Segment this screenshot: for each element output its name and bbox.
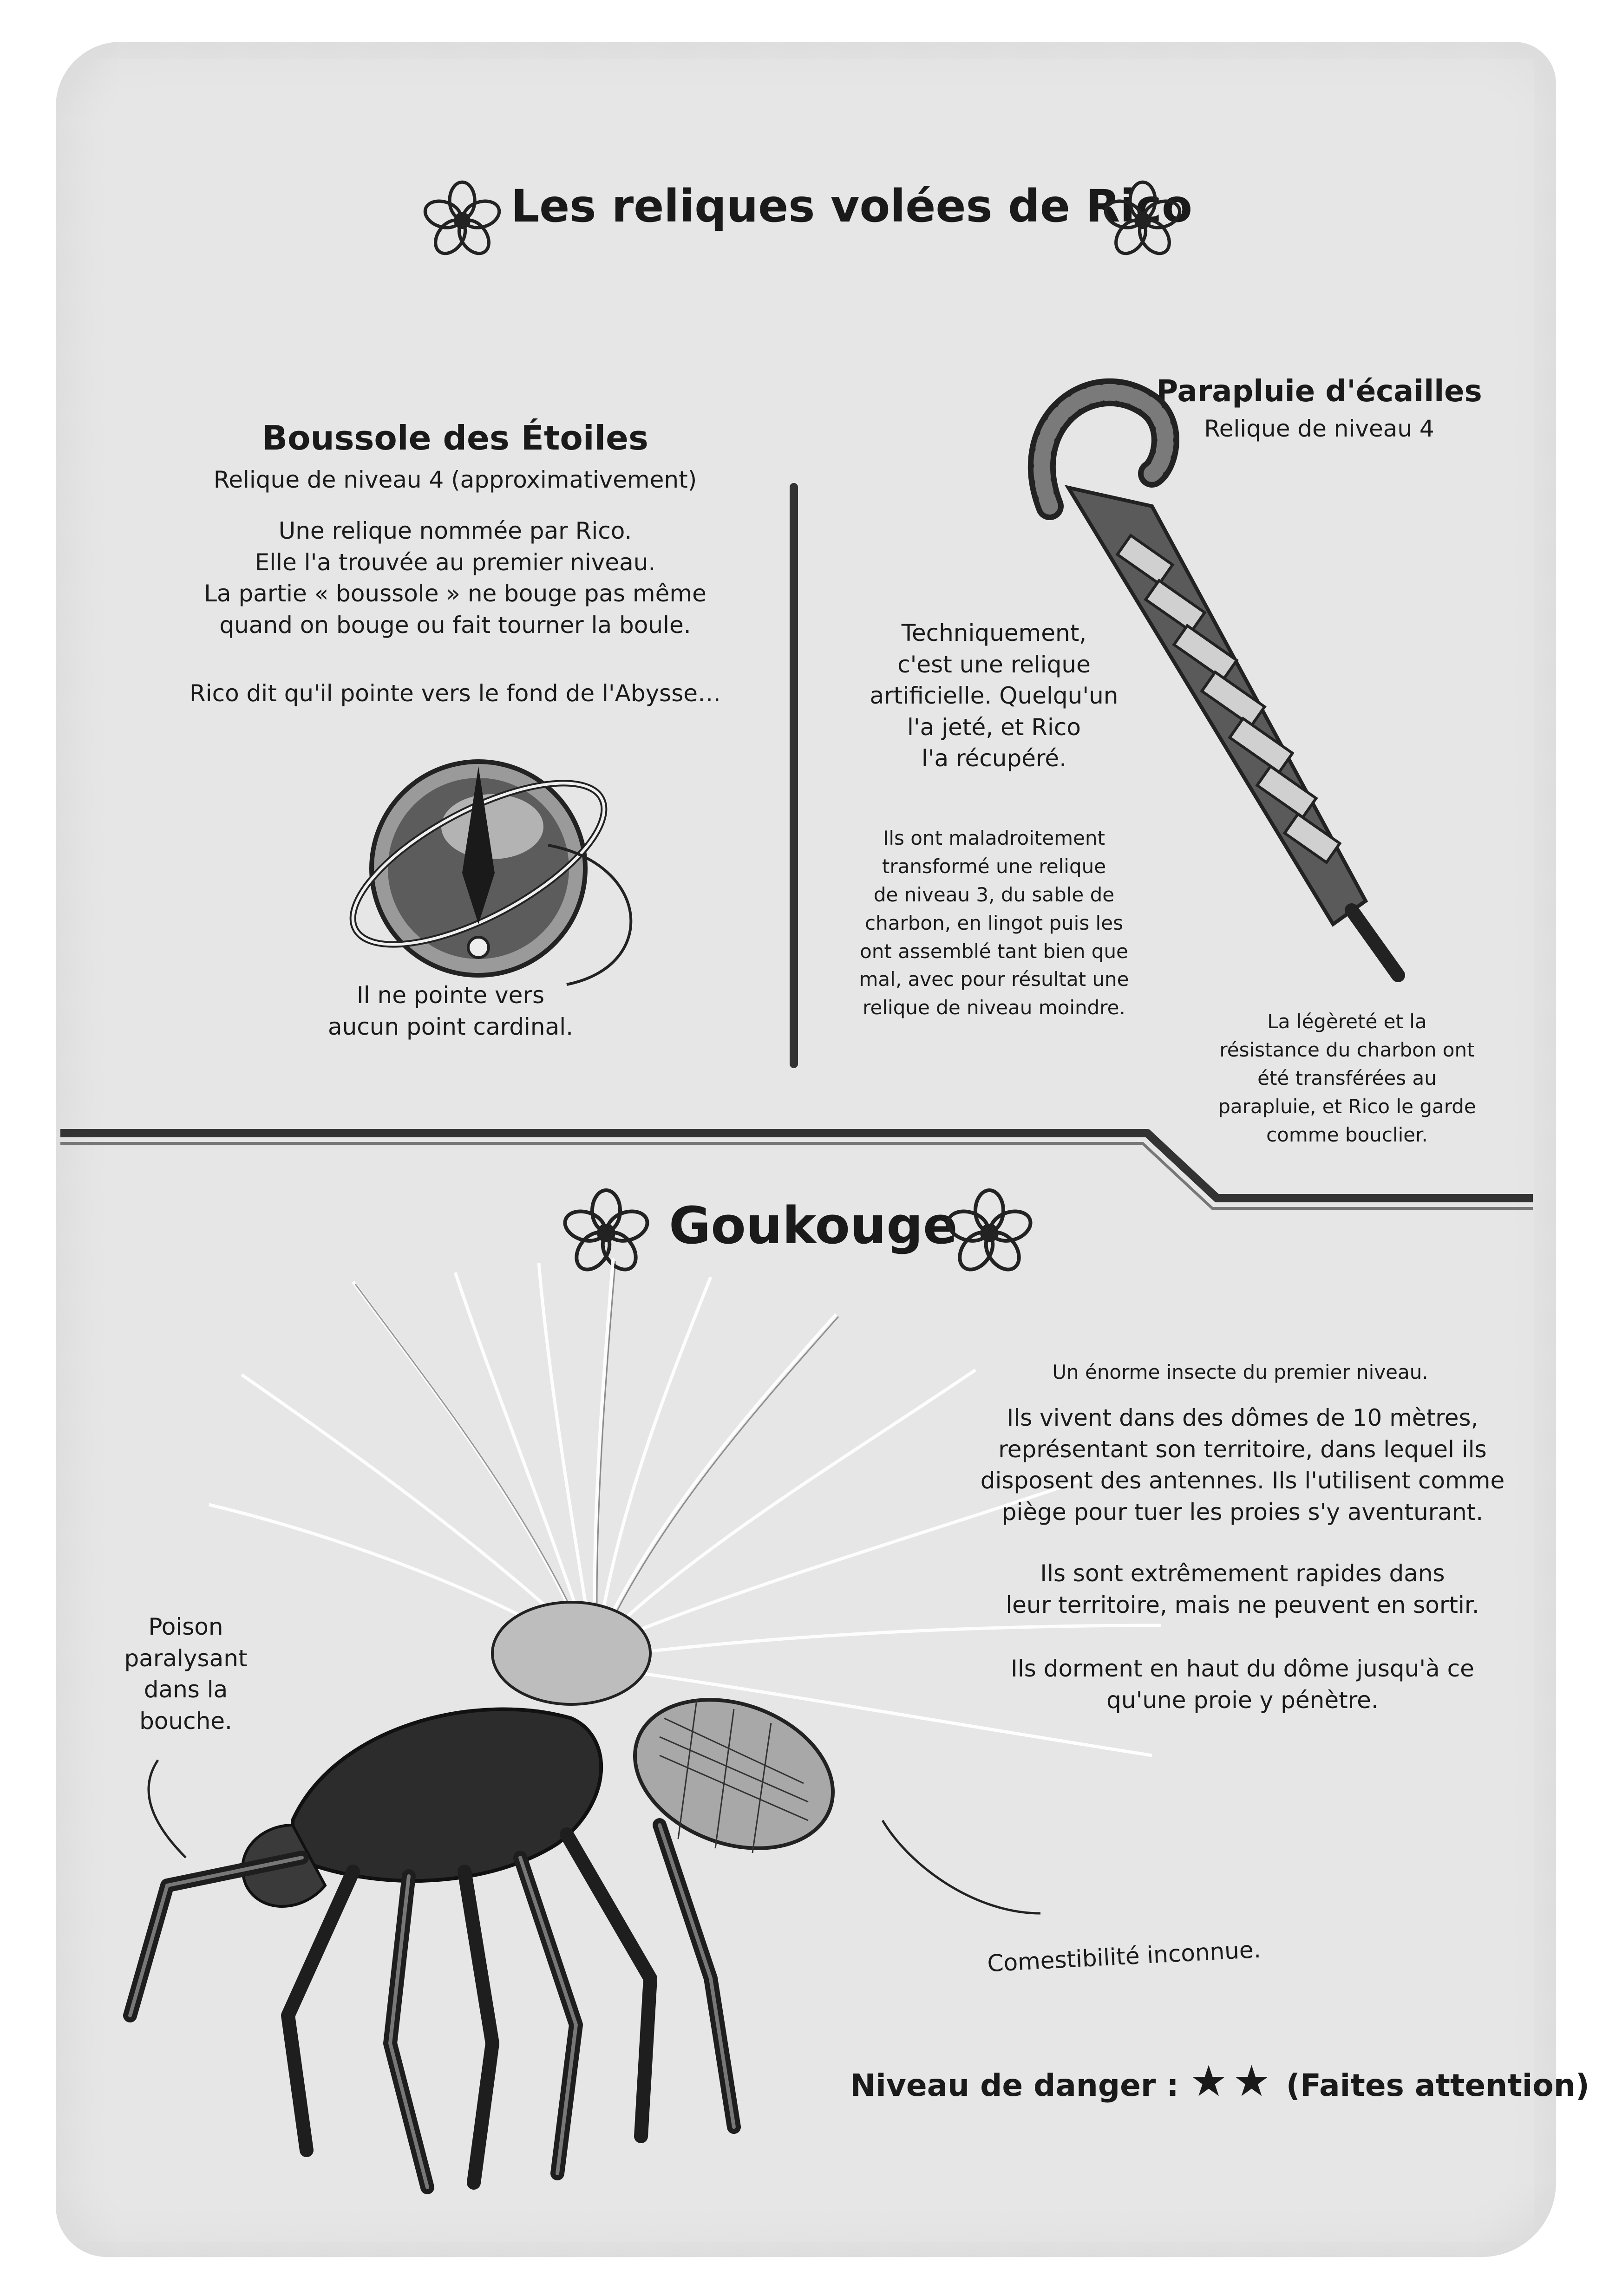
flower-icon <box>1101 179 1184 262</box>
edibility-note: Comestibilité inconnue. <box>987 1936 1262 1977</box>
vertical-divider <box>790 483 798 1068</box>
compass-note: Rico dit qu'il pointe vers le fond de l'Abysse… <box>189 680 721 707</box>
danger-note: (Faites attention) <box>1286 2068 1589 2103</box>
creature-intro: Un énorme insecte du premier niveau. <box>1052 1361 1428 1383</box>
compass-level: Relique de niveau 4 (approximativement) <box>213 466 697 493</box>
poison-note: Poison paralysant dans la bouche. <box>124 1613 248 1735</box>
creature-title: Goukouge <box>669 1196 958 1255</box>
compass-callout: Il ne pointe vers aucun point cardinal. <box>327 982 574 1040</box>
creature-para-2: Ils sont extrêmement rapides dans leur territoire, mais ne peuvent en sortir. <box>1006 1560 1479 1618</box>
umbrella-note-3: La légèreté et la résistance du charbon ont été transférées au parapluie, et Rico le garde comme bouclier. <box>1218 1010 1476 1146</box>
umbrella-title: Parapluie d'écailles <box>1156 374 1482 409</box>
danger-level <box>850 2053 1589 2110</box>
umbrella-note-2: Ils ont maladroitement transformé une relique de niveau 3, du sable de charbon, en lingot puis les ont assemblé tant bien que mal, avec pour résultat une relique de niveau moindre. <box>859 827 1129 1019</box>
compass-title: Boussole des Étoiles <box>262 418 648 457</box>
flower-icon <box>420 179 504 262</box>
umbrella-level: Relique de niveau 4 <box>1204 415 1434 442</box>
danger-stars: ★★ <box>1189 2056 1275 2106</box>
creature-para-3: Ils dorment en haut du dôme jusqu'à ce qu'une proie y pénètre. <box>1011 1655 1474 1714</box>
relics-title: Les reliques volées de Rico <box>511 180 1192 232</box>
compass-description: Une relique nommée par Rico. Elle l'a trouvée au premier niveau. La partie « boussole » ne bouge pas même quand on bouge ou fait tourner la boule. <box>204 517 706 639</box>
danger-label: Niveau de danger : <box>850 2068 1179 2103</box>
umbrella-note-1: Techniquement, c'est une relique artificielle. Quelqu'un l'a jeté, et Rico l'a récupéré. <box>870 620 1118 772</box>
creature-para-1: Ils vivent dans des dômes de 10 mètres, représentant son territoire, dans lequel ils disposent des antennes. Ils l'utilisent comme piège pour tuer les proies s'y aventurant. <box>980 1404 1505 1526</box>
